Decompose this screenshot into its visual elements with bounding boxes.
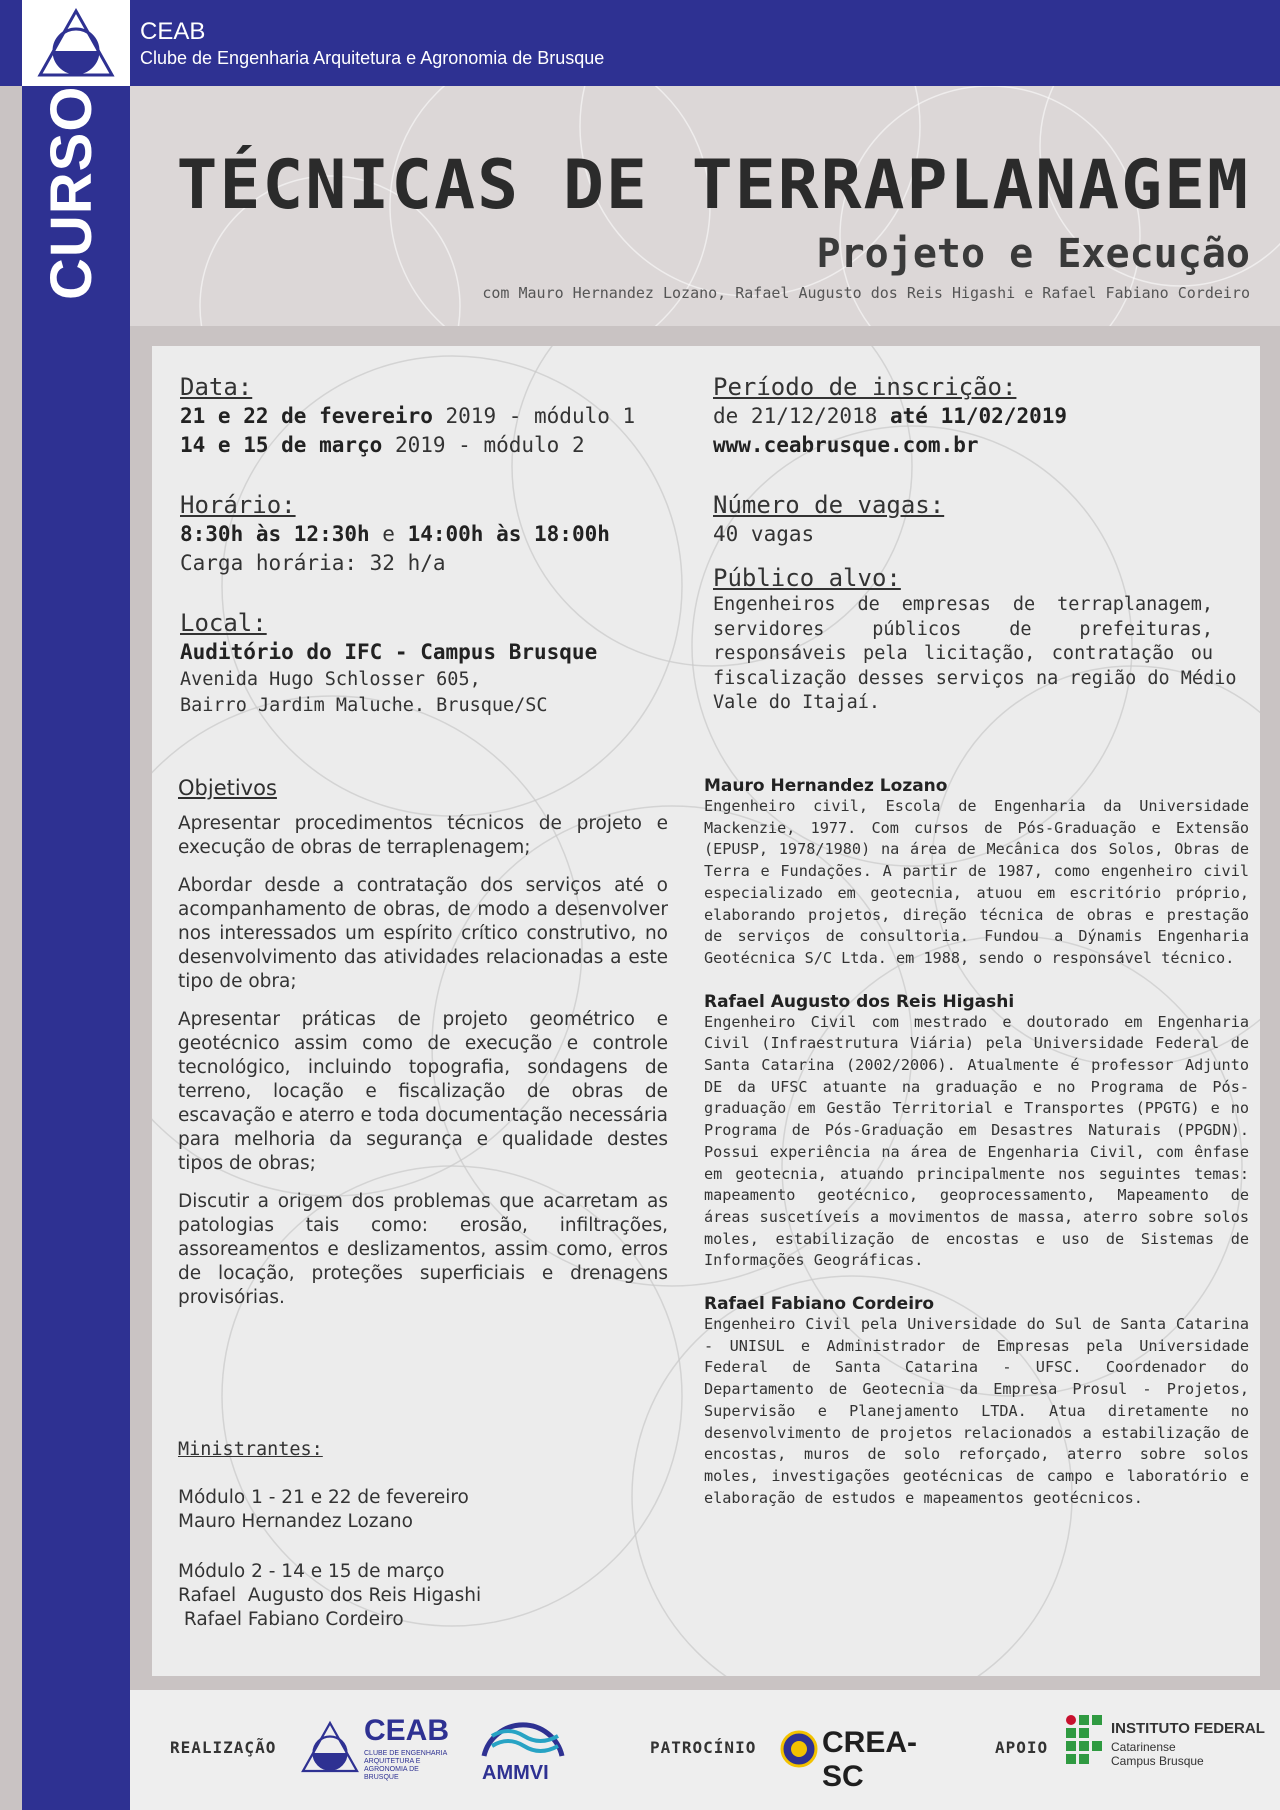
carga-horaria: Carga horária: 32 h/a bbox=[180, 551, 446, 575]
bio-cordeiro bbox=[704, 1294, 1249, 1509]
header-bar bbox=[0, 0, 1280, 86]
ceab-footer-title: CEAB bbox=[364, 1714, 450, 1747]
ceab-footer-logo bbox=[300, 1708, 450, 1788]
ceab-logo-icon bbox=[36, 7, 116, 79]
ammvi-logo-icon bbox=[478, 1706, 568, 1762]
horario-label: Horário: bbox=[180, 491, 296, 519]
modulo-2-title: Módulo 2 - 14 e 15 de março bbox=[178, 1561, 445, 1582]
vagas-value: 40 vagas bbox=[713, 522, 815, 546]
bio-name: Rafael Fabiano Cordeiro bbox=[704, 1294, 935, 1315]
bio-text: Engenheiro Civil pela Universidade do Sul de Santa Catarina - UNISUL e Administrador de Empresas pela Universidade Federal de Santa Catarina - UFSC. Coordenador do Departamento de Geotecnia da Empresa Prosul - Projetos, Supervisão e Planejamento LTDA. Atua diretamente no desenvolvimento de projetos relacionados a estabilização de encostas, muros de solo reforçado, aterro sobre solos moles, investigações geotécnicas de campo e laboratório e elaboração de estudos e mapeamentos geotécnicos. bbox=[704, 1315, 1249, 1507]
bio-higashi bbox=[704, 992, 1249, 1272]
patrocinio-label: PATROCÍNIO bbox=[650, 1738, 757, 1757]
content-panel bbox=[152, 346, 1260, 1676]
publico-label: Público alvo: bbox=[713, 564, 901, 592]
vagas-label: Número de vagas: bbox=[713, 491, 945, 519]
data-label: Data: bbox=[180, 373, 253, 401]
brand-subtitle: Clube de Engenharia Arquitetura e Agronomia de Brusque bbox=[140, 48, 605, 68]
ammvi-logo bbox=[478, 1706, 568, 1794]
bio-name: Rafael Augusto dos Reis Higashi bbox=[704, 991, 1015, 1012]
right-info-column bbox=[713, 372, 1237, 716]
bio-name: Mauro Hernandez Lozano bbox=[704, 776, 948, 796]
horario-times: 8:30h às 12:30h e 14:00h às 18:00h bbox=[180, 522, 610, 546]
ifc-grid-icon bbox=[1065, 1714, 1105, 1770]
local-label: Local: bbox=[180, 609, 267, 637]
main-title: TÉCNICAS DE TERRAPLANAGEM bbox=[176, 146, 1250, 225]
left-info-column bbox=[180, 372, 635, 719]
local-name: Auditório do IFC - Campus Brusque bbox=[180, 640, 598, 664]
ammvi-text: AMMVI bbox=[482, 1762, 549, 1784]
curso-label bbox=[38, 224, 105, 300]
local-address-1: Avenida Hugo Schlosser 605, bbox=[180, 669, 481, 690]
modulo-1-name: Mauro Hernandez Lozano bbox=[178, 1511, 413, 1532]
subtitle: Projeto e Execução bbox=[816, 231, 1250, 277]
publico-text: Engenheiros de empresas de terraplanagem, servidores públicos de prefeituras, responsáveis pela licitação, contratação ou fiscalização desses serviços na região do Médio Vale do Itajaí. bbox=[713, 594, 1237, 713]
crea-sc-text: CREA-SC bbox=[822, 1726, 917, 1793]
byline: com Mauro Hernandez Lozano, Rafael Augusto dos Reis Higashi e Rafael Fabiano Cordeiro bbox=[482, 284, 1250, 302]
realizacao-label: REALIZAÇÃO bbox=[170, 1738, 277, 1757]
ministrantes-label: Ministrantes: bbox=[178, 1439, 323, 1460]
inscricao-site: www.ceabrusque.com.br bbox=[713, 433, 979, 457]
ifc-title: INSTITUTO FEDERAL bbox=[1111, 1720, 1265, 1737]
ceab-logo bbox=[22, 0, 130, 86]
brand-title: CEAB bbox=[140, 18, 206, 45]
objetivo-item: Discutir a origem dos problemas que acarretam as patologias tais como: erosão, infiltrações, assoreamentos e deslizamentos, assim como, erros de locação, proteções superficiais e drenagens provisórias. bbox=[178, 1191, 668, 1308]
title-area bbox=[130, 86, 1280, 326]
inscricao-label: Período de inscrição: bbox=[713, 373, 1017, 401]
apoio-label: APOIO bbox=[995, 1738, 1049, 1757]
modulo-2-name-1: Rafael Augusto dos Reis Higashi bbox=[178, 1585, 482, 1606]
ifc-logo bbox=[1065, 1714, 1265, 1784]
ceab-footer-icon bbox=[300, 1716, 360, 1778]
bio-text: Engenheiro Civil com mestrado e doutorado em Engenharia Civil (Infraestrutura Viária) pela Universidade Federal de Santa Catarina (2002/2006). Atualmente é professor Adjunto DE da UFSC atuante na graduação e no Programa de Pós-graduação em Gestão Territorial e Transportes (PPGTG) e no Programa de Pós-Graduação em Desastres Naturais (PPGDN). Possui experiência na área de Engenharia Civil, com ênfase em geotecnia, atuando principalmente nos seguintes temas: mapeamento geotécnico, geoprocessamento, Mapeamento de áreas suscetíveis a movimentos de massa, aterro sobre solos moles, estabilização de encostas e uso de Sistemas de Informações Geográficas. bbox=[704, 1012, 1249, 1270]
objetivo-item: Apresentar procedimentos técnicos de projeto e execução de obras de terraplenagem; bbox=[178, 813, 668, 858]
modulo-1-title: Módulo 1 - 21 e 22 de fevereiro bbox=[178, 1487, 469, 1508]
local-address-2: Bairro Jardim Maluche. Brusque/SC bbox=[180, 695, 548, 716]
data-line-2: 14 e 15 de março 2019 - módulo 2 bbox=[180, 433, 585, 457]
data-line-1: 21 e 22 de fevereiro 2019 - módulo 1 bbox=[180, 404, 636, 428]
bio-mauro bbox=[704, 776, 1249, 970]
objetivo-item: Apresentar práticas de projeto geométrico e geotécnico assim como de execução e controle tecnológico, incluindo topografia, sondagens de terreno, locação e fiscalização de obras de escavação e aterro e toda documentação necessária para melhoria da segurança e qualidade destes tipos de obras; bbox=[178, 1009, 668, 1174]
modulo-2-name-2: Rafael Fabiano Cordeiro bbox=[178, 1609, 404, 1630]
objetivos-section bbox=[178, 776, 668, 1324]
footer-logos bbox=[130, 1690, 1280, 1810]
ceab-footer-subtitle: CLUBE DE ENGENHARIA ARQUITETURA E AGRONOMIA DE BRUSQUE bbox=[364, 1750, 447, 1781]
objetivo-item: Abordar desde a contratação dos serviços até o acompanhamento de obras, de modo a desenvolver nos interessados um espírito crítico construtivo, no desenvolvimento das atividades relacionadas a este tipo de obra; bbox=[178, 875, 668, 992]
ministrantes-section bbox=[178, 1438, 481, 1632]
crea-sc-logo bbox=[780, 1726, 950, 1793]
ifc-subtitle-1: Catarinense bbox=[1111, 1740, 1176, 1754]
crea-seal-icon bbox=[780, 1730, 818, 1768]
objetivos-label: Objetivos bbox=[178, 776, 277, 800]
ifc-subtitle-2: Campus Brusque bbox=[1111, 1754, 1204, 1768]
inscricao-period: de 21/12/2018 até 11/02/2019 bbox=[713, 404, 1068, 428]
bio-text: Engenheiro civil, Escola de Engenharia da Universidade Mackenzie, 1977. Com cursos de Pós-Graduação e Extensão (EPUSP, 1978/1980) na área de Mecânica dos Solos, Obras de Terra e Fundações. A partir de 1987, como engenheiro civil especializado em geotecnia, atuou em escritório próprio, elaborando projetos, direção técnica de obras e prestação de serviços de consultoria. Fundou a Dýnamis Engenharia Geotécnica S/C Ltda. em 1988, sendo o responsável técnico. bbox=[704, 797, 1249, 967]
side-band bbox=[22, 86, 130, 1810]
bios-section bbox=[704, 776, 1249, 1509]
